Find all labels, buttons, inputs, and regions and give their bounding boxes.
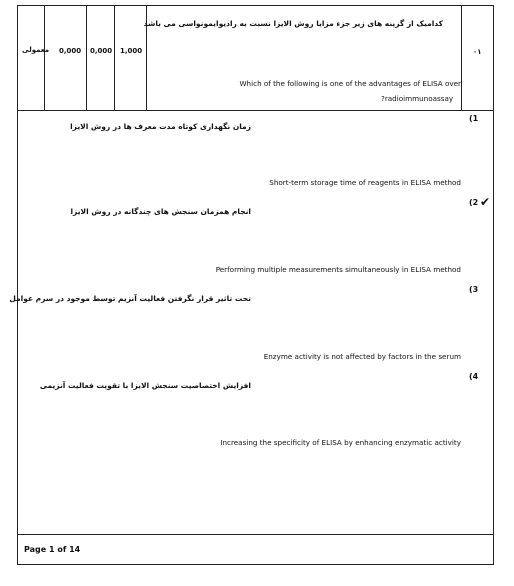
option-1-text-fa: زمان نگهداری کوتاه مدت معرف ها در روش الایزا	[70, 122, 251, 131]
option-3-text-fa: تحت تاثیر قرار نگرفتن فعالیت آنزیم توسط موجود در سرم عوامل	[9, 294, 251, 303]
page-indicator: Page 1 of 14	[24, 545, 81, 554]
option-1-number: (1	[469, 114, 479, 123]
question-text-fa: کدامیک از گزینه های زیر جزء مزایا روش الایزا نسبت به رادیوایمونواسی می باشد	[143, 19, 443, 28]
question-number: ۰۱	[473, 48, 482, 56]
header-divider	[18, 110, 493, 111]
column-divider	[461, 6, 462, 110]
option-3-number: (3	[469, 285, 479, 294]
column-divider	[86, 6, 87, 110]
column-divider	[44, 6, 45, 110]
score-c: 1,000	[120, 47, 143, 55]
option-3-text-en: Enzyme activity is not affected by factors in the serum	[263, 352, 461, 361]
option-2-text-fa: انجام همزمان سنجش های چندگانه در روش الایزا	[70, 207, 251, 216]
score-a: 0,000	[59, 47, 82, 55]
option-2-number: (2	[469, 198, 479, 207]
option-4-number: (4	[469, 372, 479, 381]
score-b: 0,000	[90, 47, 113, 55]
option-1-text-en: Short-term storage time of reagents in ELISA method	[269, 178, 461, 187]
question-text-en-line2: ?radioimmunoassay	[381, 94, 454, 103]
correct-check-icon: ✔	[480, 195, 491, 209]
option-4-text-en: Increasing the specificity of ELISA by enhancing enzymatic activity	[220, 438, 461, 447]
column-divider	[114, 6, 115, 110]
option-4-text-fa: افزایش اختصاصیت سنجش الایزا با تقویت فعالیت آنزیمی	[39, 381, 251, 390]
option-2-text-en: Performing multiple measurements simultaneously in ELISA method	[215, 265, 461, 274]
difficulty-label: معمولی	[22, 46, 50, 54]
footer-divider	[18, 534, 493, 535]
question-sheet	[9, 5, 494, 565]
question-text-en-line1: Which of the following is one of the advantages of ELISA over	[239, 79, 461, 88]
